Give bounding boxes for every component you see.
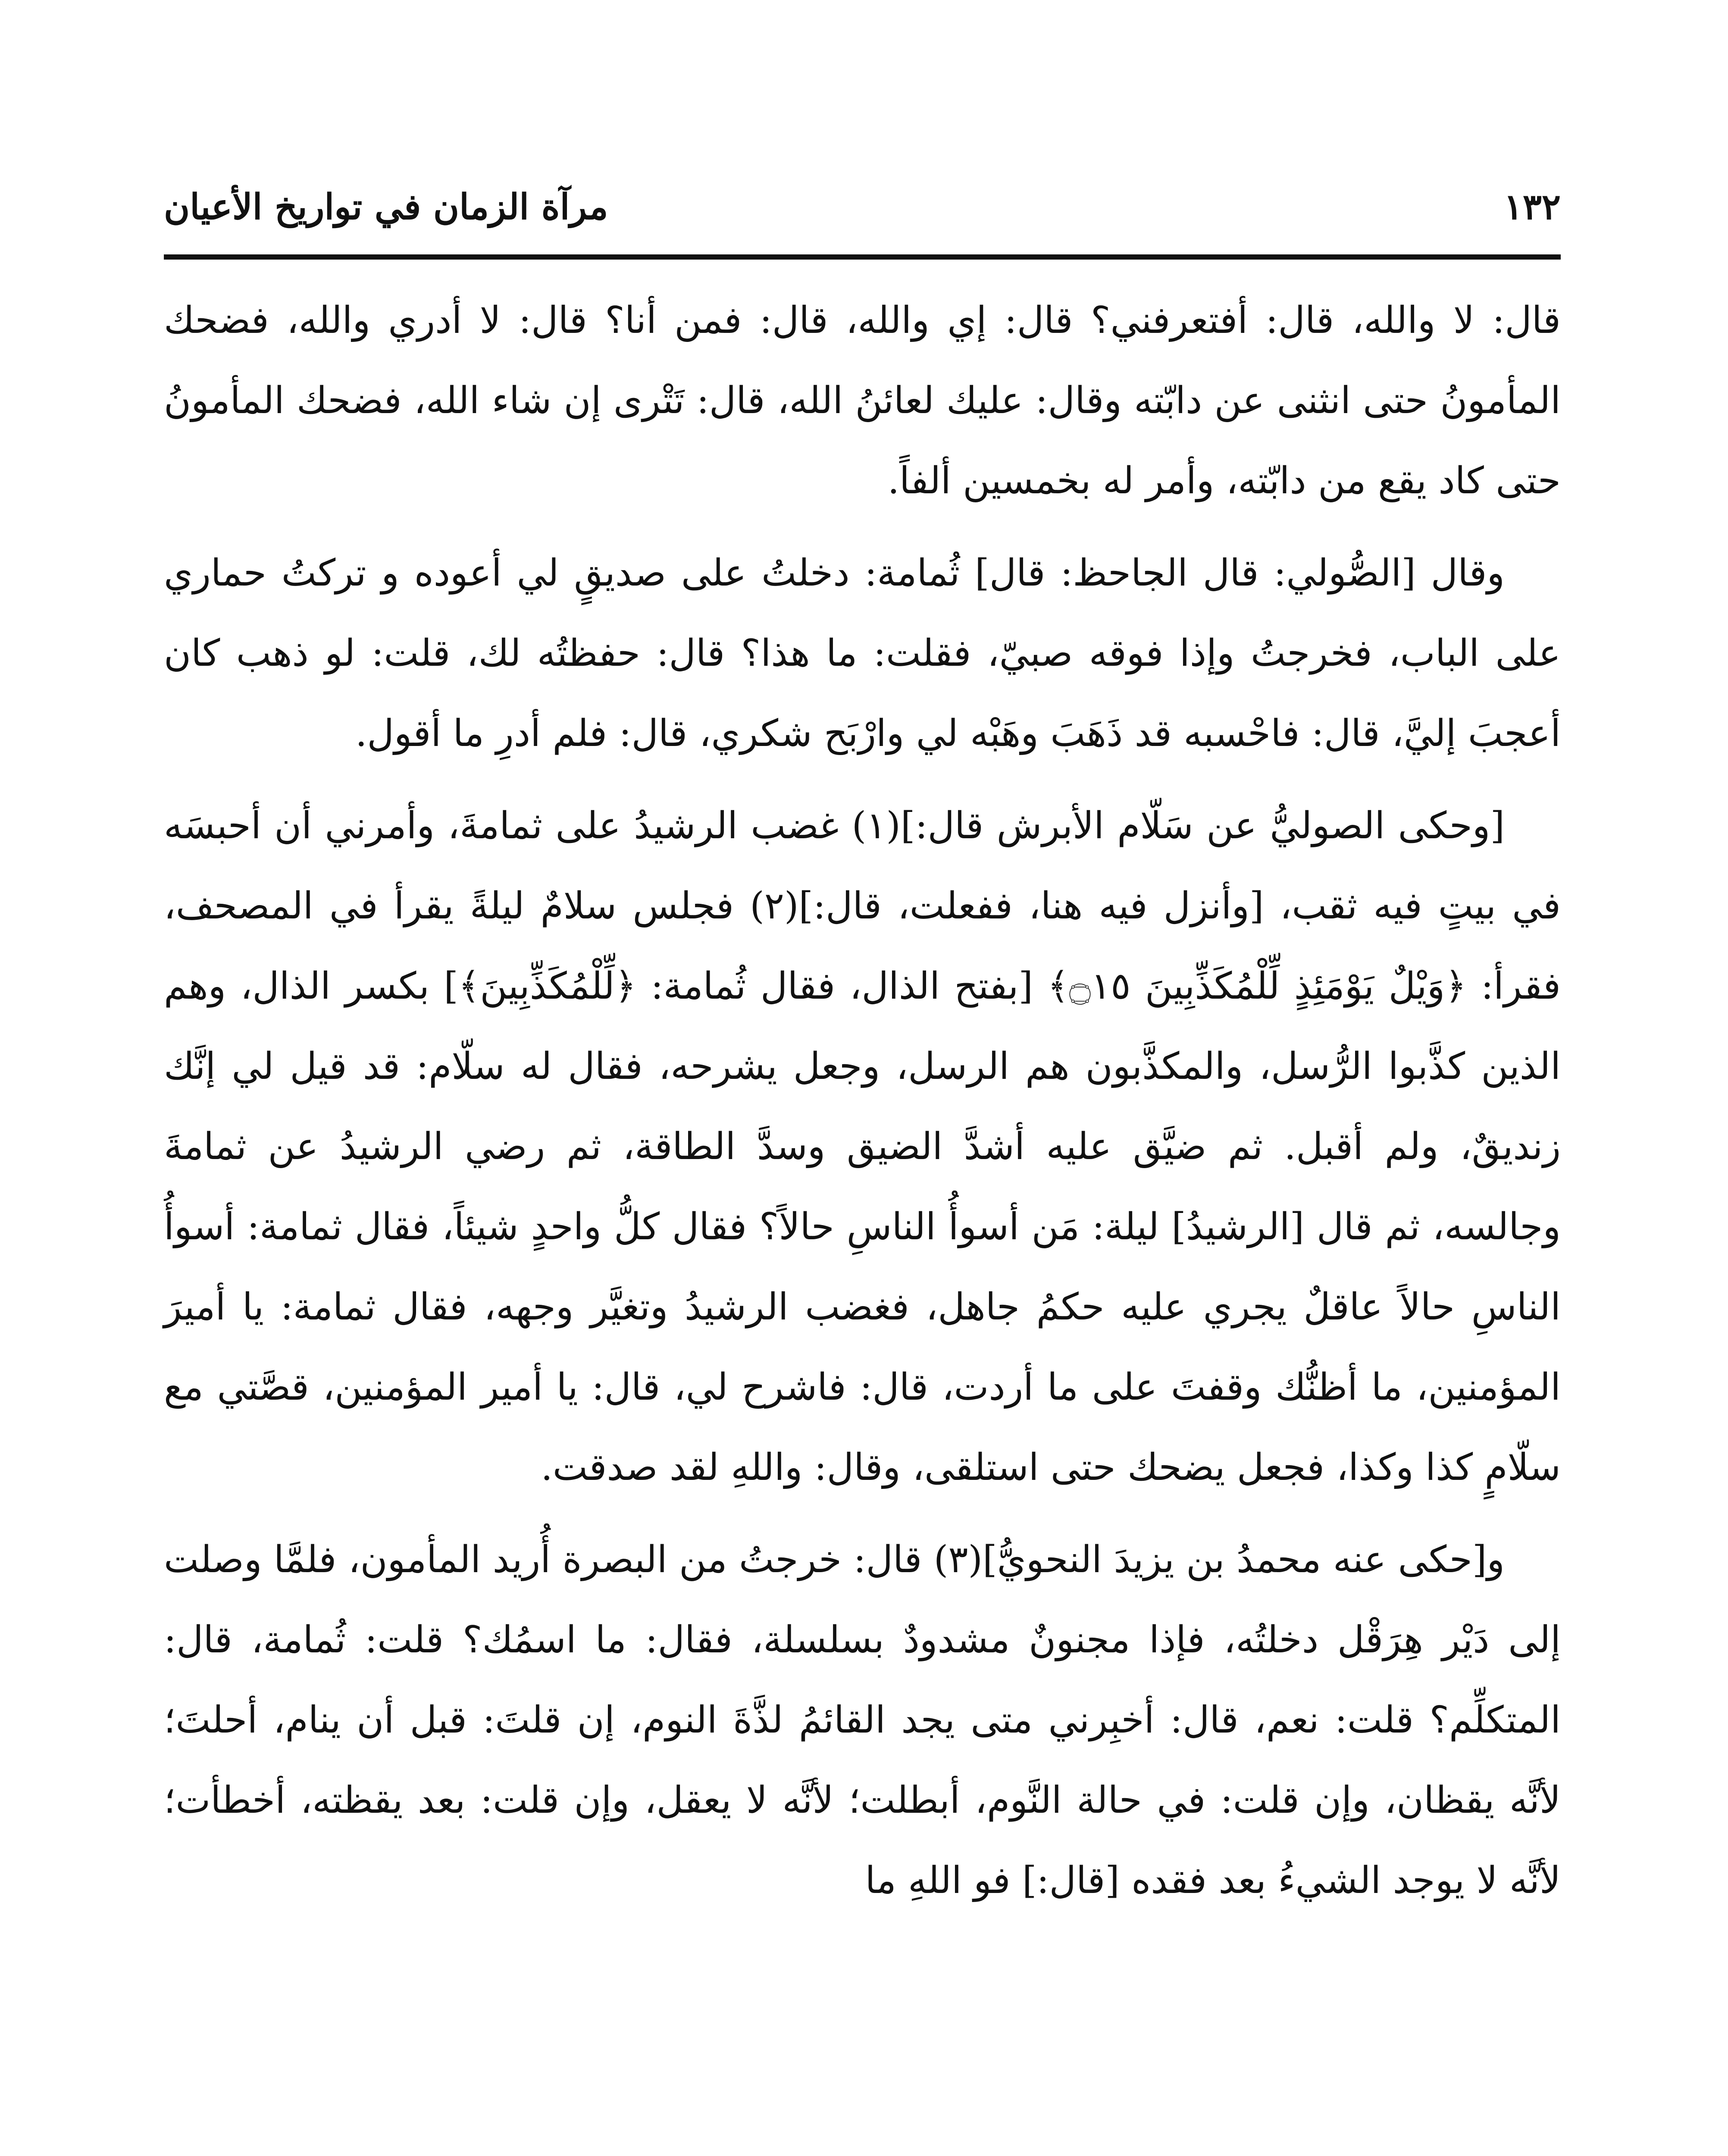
paragraph: وقال [الصُّولي: قال الجاحظ: قال] ثُمامة: دخلتُ على صديقٍ لي أعوده و تركتُ حماري على الباب، فخرجتُ وإذا فوقه صبيّ، فقلت: ما هذا؟ قال: حفظتُه لك، قلت: لو ذهب كان أعجبَ إليَّ، قال: فاحْسبه قد ذَهَبَ وهَبْه لي وارْبَح شكري، قال: فلم أدرِ ما أقول. (164, 552, 1561, 755)
page-number: ١٣٢ (1503, 186, 1561, 228)
main-text (164, 280, 1561, 1933)
header-rule (164, 254, 1561, 260)
page-header (164, 172, 1561, 241)
paragraph: قال: لا والله، قال: أفتعرفني؟ قال: إي والله، قال: فمن أنا؟ قال: لا أدري والله، فضحك المأمونُ حتى انثنى عن دابّته وقال: عليك لعائنُ الله، قال: تَتْرى إن شاء الله، فضحك المأمونُ حتى كاد يقع من دابّته، وأمر له بخمسين ألفاً. (164, 299, 1561, 502)
paragraph: و[حكى عنه محمدُ بن يزيدَ النحويُّ](٣) قال: خرجتُ من البصرة أُريد المأمون، فلمَّا وصلت إلى دَيْر هِرَقْل دخلتُه، فإذا مجنونٌ مشدودٌ بسلسلة، فقال: ما اسمُك؟ قلت: ثُمامة، قال: المتكلِّم؟ قلت: نعم، قال: أخبِرني متى يجد القائمُ لذَّةَ النوم، إن قلتَ: قبل أن ينام، أحلتَ؛ لأنَّه يقظان، وإن قلت: في حالة النَّوم، أبطلت؛ لأنَّه لا يعقل، وإن قلت: بعد يقظته، أخطأت؛ لأنَّه لا يوجد الشيءُ بعد فقده [قال:] فو اللهِ ما (164, 1538, 1561, 1902)
running-title: مرآة الزمان في تواريخ الأعيان (164, 186, 608, 228)
paragraph: [وحكى الصوليُّ عن سَلّام الأبرش قال:](١) غضب الرشيدُ على ثمامةَ، وأمرني أن أحبسَه في بيتٍ فيه ثقب، [وأنزل فيه هنا، ففعلت، قال:](٢) فجلس سلامٌ ليلةً يقرأ في المصحف، فقرأ: ﴿وَيْلٌ يَوْمَئِذٍ لِّلْمُكَذِّبِينَ ۝١٥﴾ [بفتح الذال، فقال ثُمامة: ﴿لِّلْمُكَذِّبِينَ﴾] بكسر الذال، وهم الذين كذَّبوا الرُّسل، والمكذَّبون هم الرسل، وجعل يشرحه، فقال له سلّام: قد قيل لي إنَّك زنديقٌ، ولم أقبل. ثم ضيَّق عليه أشدَّ الضيق وسدَّ الطاقة، ثم رضي الرشيدُ عن ثمامةَ وجالسه، ثم قال [الرشيدُ] ليلة: مَن أسوأُ الناسِ حالاً؟ فقال كلُّ واحدٍ شيئاً، فقال ثمامة: أسوأُ الناسِ حالاً عاقلٌ يجري عليه حكمُ جاهل، فغضب الرشيدُ وتغيَّر وجهه، فقال ثمامة: يا أميرَ المؤمنين، ما أظنُّك وقفتَ على ما أردت، قال: فاشرح لي، قال: يا أمير المؤمنين، قصَّتي مع سلّامٍ كذا وكذا، فجعل يضحك حتى استلقى، وقال: واللهِ لقد صدقت. (164, 804, 1561, 1489)
